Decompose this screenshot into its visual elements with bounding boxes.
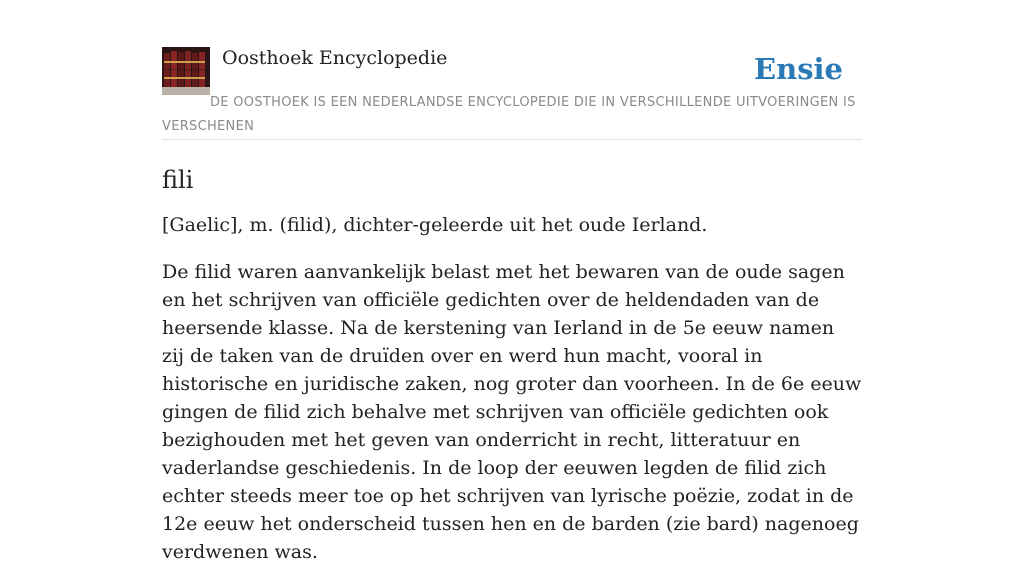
source-avatar[interactable] [162, 47, 210, 95]
source-description: DE OOSTHOEK IS EEN NEDERLANDSE ENCYCLOPEDIE DIE IN VERSCHILLENDE UITVOERINGEN IS VERSCHENEN [162, 95, 856, 134]
entry-title: fili [162, 166, 194, 194]
entry-paragraph: De filid waren aanvankelijk belast met het bewaren van de oude sagen en het schrijven van officiële gedichten over de heldendaden van de heersende klasse. Na de kerstening van Ierland in de 5e eeuw namen zij de taken van de druïden over en werd hun macht, vooral in historische en juridische zaken, nog groter dan voorheen. In de 6e eeuw gingen de filid zich behalve met schrijven van officiële gedichten ook bezighouden met het geven van onderricht in recht, litteratuur en vaderlandse geschiedenis. In de loop der eeuwen legden de filid zich echter steeds meer toe op het schrijven van lyrische poëzie, zodat in de 12e eeuw het onderscheid tussen hen en de barden (zie bard) nagenoeg verdwenen was. [162, 261, 862, 563]
entry-paragraph: [Gaelic], m. (filid), dichter-geleerde uit het oude Ierland. [162, 214, 708, 236]
content-column [162, 46, 862, 566]
brand-logo[interactable]: Ensie [754, 52, 843, 86]
source-title[interactable]: Oosthoek Encyclopedie [222, 47, 448, 69]
book-volumes-icon [162, 47, 210, 95]
source-header [162, 46, 862, 140]
